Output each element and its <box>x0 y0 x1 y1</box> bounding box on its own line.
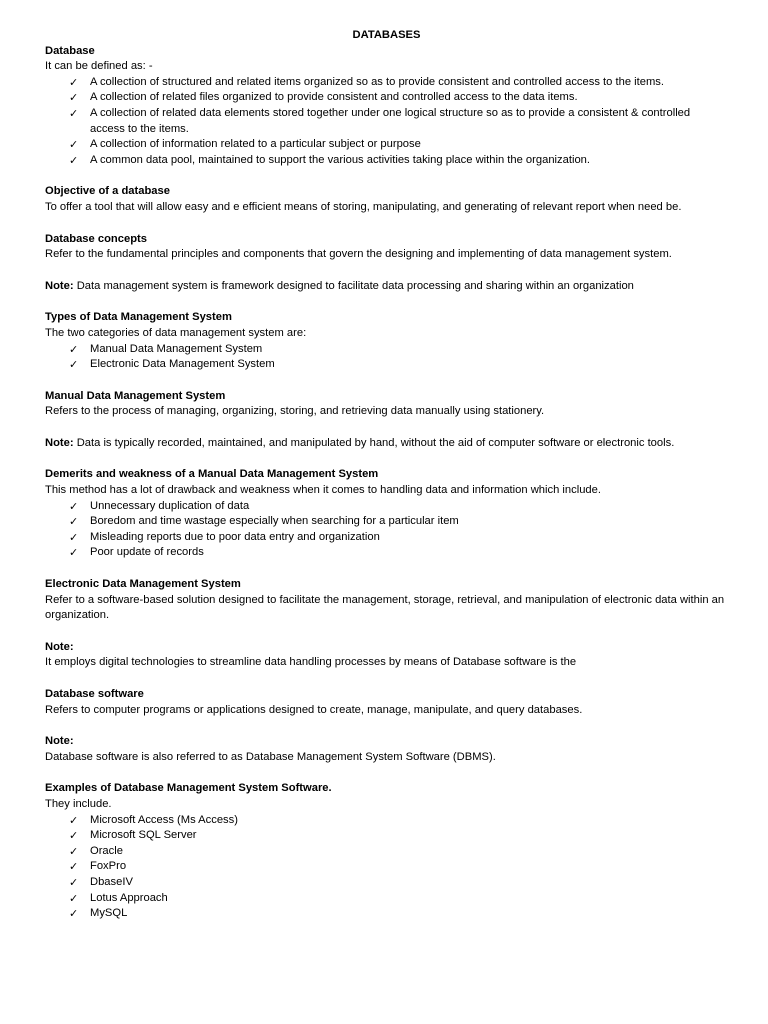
list-item: ✓ Microsoft Access (Ms Access) <box>69 813 238 827</box>
check-icon: ✓ <box>69 844 79 858</box>
note-data-management <box>45 279 728 295</box>
note-manual <box>45 436 728 452</box>
check-icon: ✓ <box>69 106 79 120</box>
demerits-list <box>45 499 728 561</box>
list-item: ✓ Misleading reports due to poor data entry and organization <box>69 530 380 544</box>
check-icon: ✓ <box>69 875 79 889</box>
note-text: Data is typically recorded, maintained, and manipulated by hand, without the aid of computer software or electronic tools. <box>73 436 675 449</box>
list-item: ✓ Oracle <box>69 844 123 858</box>
types-intro: The two categories of data management system are: <box>45 326 307 339</box>
list-item: ✓ DbaseIV <box>69 875 133 889</box>
note-text: Data management system is framework designed to facilitate data processing and sharing within an organization <box>73 279 634 292</box>
list-item: ✓ Manual Data Management System <box>69 342 263 356</box>
note-label: Note: <box>45 279 74 292</box>
check-icon: ✓ <box>69 829 79 843</box>
types-list <box>45 342 728 373</box>
note-label: Note: <box>45 735 74 748</box>
check-icon: ✓ <box>69 138 79 152</box>
check-icon: ✓ <box>69 499 79 513</box>
heading-objective: Objective of a database <box>45 185 170 198</box>
list-item: ✓ Electronic Data Management System <box>69 358 275 372</box>
check-icon: ✓ <box>69 342 79 356</box>
list-item: ✓ Lotus Approach <box>69 891 168 905</box>
list-item: ✓ Boredom and time wastage especially when searching for a particular item <box>69 515 459 529</box>
demerits-intro: This method has a lot of drawback and weakness when it comes to handling data and information which include. <box>45 484 601 497</box>
list-item: ✓ A collection of related data elements stored together under one logical structure so as to provide a consistent & controlled access to the items. <box>69 106 691 135</box>
concepts-text: Refer to the fundamental principles and components that govern the designing and implementing of data management system. <box>45 248 672 261</box>
check-icon: ✓ <box>69 813 79 827</box>
examples-list <box>45 813 728 922</box>
list-item: ✓ A collection of information related to a particular subject or purpose <box>69 138 421 152</box>
heading-database: Database <box>45 44 95 57</box>
check-icon: ✓ <box>69 891 79 905</box>
electronic-text: Refer to a software-based solution designed to facilitate the management, storage, retrieval, and manipulation of electronic data within an organization. <box>45 593 725 622</box>
check-icon: ✓ <box>69 91 79 105</box>
list-item: ✓ Unnecessary duplication of data <box>69 499 250 513</box>
heading-database-concepts: Database concepts <box>45 232 147 245</box>
check-icon: ✓ <box>69 358 79 372</box>
manual-text: Refers to the process of managing, organizing, storing, and retrieving data manually using stationery. <box>45 405 545 418</box>
heading-electronic-dms: Electronic Data Management System <box>45 578 241 591</box>
document-title: DATABASES <box>352 29 421 41</box>
check-icon: ✓ <box>69 515 79 529</box>
note-label: Note: <box>45 640 74 653</box>
list-item: ✓ A collection of structured and related items organized so as to provide consistent and controlled access to the items. <box>69 75 664 89</box>
check-icon: ✓ <box>69 860 79 874</box>
check-icon: ✓ <box>69 75 79 89</box>
note-text: It employs digital technologies to streamline data handling processes by means of Database software is the <box>45 656 577 669</box>
list-item: ✓ A collection of related files organized to provide consistent and controlled access to the data items. <box>69 91 578 105</box>
database-definition-list <box>45 75 728 169</box>
examples-intro: They include. <box>45 797 112 810</box>
note-text: Database software is also referred to as Database Management System Software (DBMS). <box>45 750 496 763</box>
list-item: ✓ MySQL <box>69 907 128 921</box>
list-item: ✓ FoxPro <box>69 860 127 874</box>
objective-text: To offer a tool that will allow easy and e efficient means of storing, manipulating, and generating of relevant report when need be. <box>45 200 682 213</box>
software-text: Refers to computer programs or applications designed to create, manage, manipulate, and query databases. <box>45 703 583 716</box>
check-icon: ✓ <box>69 530 79 544</box>
check-icon: ✓ <box>69 907 79 921</box>
list-item: ✓ Poor update of records <box>69 546 204 560</box>
list-item: ✓ A common data pool, maintained to support the various activities taking place within the organization. <box>69 153 590 167</box>
check-icon: ✓ <box>69 153 79 167</box>
list-item: ✓ Microsoft SQL Server <box>69 829 197 843</box>
heading-types: Types of Data Management System <box>45 311 232 324</box>
heading-manual-dms: Manual Data Management System <box>45 389 226 402</box>
database-intro: It can be defined as: - <box>45 60 153 73</box>
note-label: Note: <box>45 436 74 449</box>
heading-database-software: Database software <box>45 688 144 700</box>
heading-examples: Examples of Database Management System Software. <box>45 782 332 795</box>
heading-demerits: Demerits and weakness of a Manual Data Management System <box>45 468 379 481</box>
check-icon: ✓ <box>69 546 79 560</box>
